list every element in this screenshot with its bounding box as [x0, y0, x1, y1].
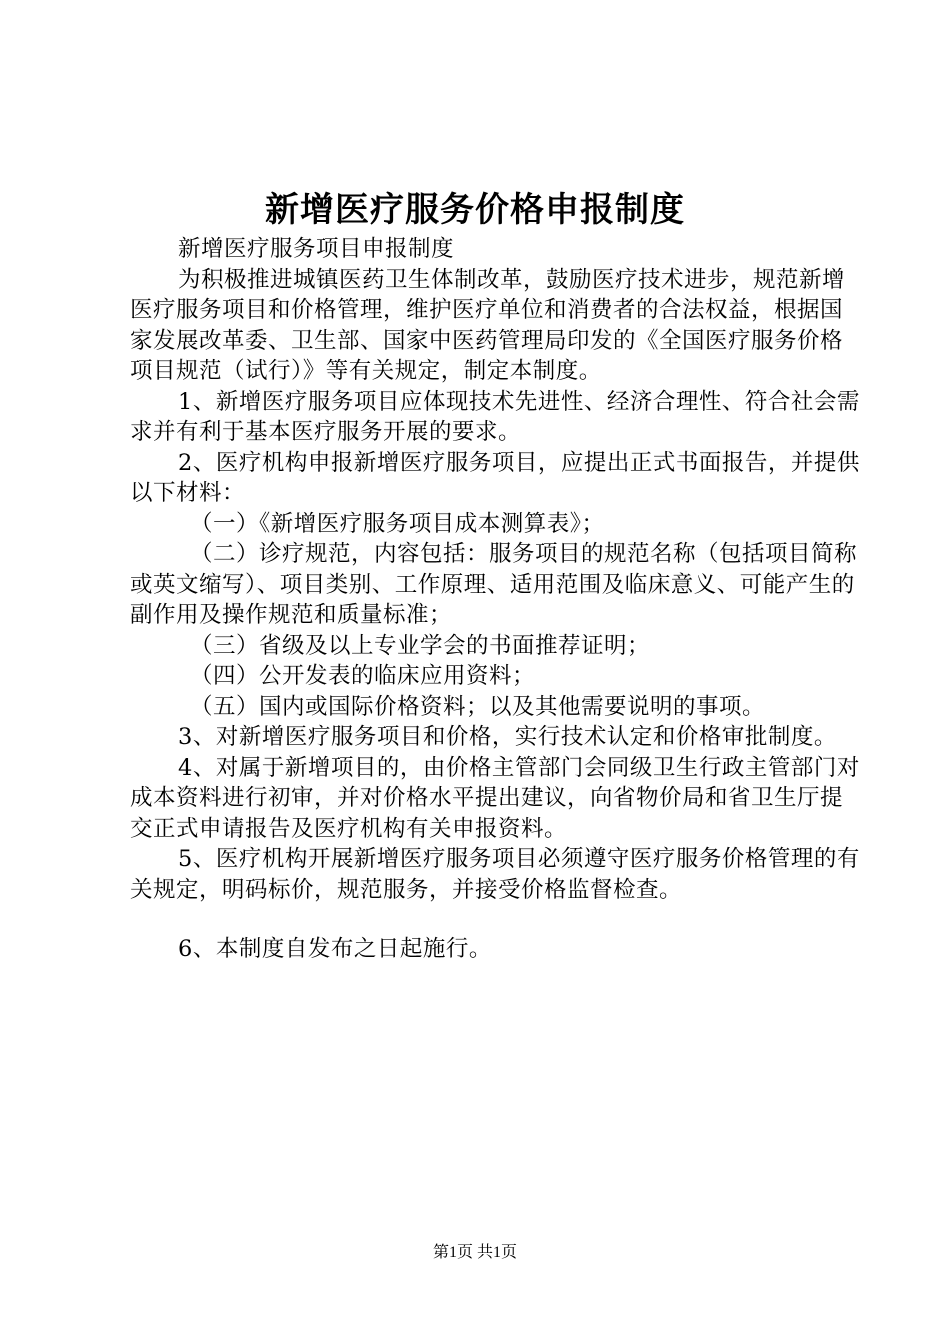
sub-item-4-paragraph: （四）公开发表的临床应用资料；: [190, 663, 536, 689]
page-title: 新增医疗服务价格申报制度: [265, 190, 685, 230]
sub-item-1-paragraph: （一）《新增医疗服务项目成本测算表》；: [190, 510, 605, 537]
page-number-footer: 第1页 共1页: [432, 1244, 517, 1261]
clause-2-paragraph: 2、医疗机构申报新增医疗服务项目，应提出正式书面报告，并提供以下材料：: [130, 449, 860, 506]
clause-6-paragraph: 6、本制度自发布之日起施行。: [178, 936, 492, 962]
document-body: [130, 234, 860, 965]
sub-item-5-paragraph: （五）国内或国际价格资料；以及其他需要说明的事项。: [190, 693, 766, 720]
paragraph-spacer: [130, 905, 860, 934]
clause-4-paragraph: 4、对属于新增项目的，由价格主管部门会同级卫生行政主管部门对成本资料进行初审，并对价格水平提出建议，向省物价局和省卫生厅提交正式申请报告及医疗机构有关申报资料。: [130, 754, 860, 842]
clause-5-paragraph: 5、医疗机构开展新增医疗服务项目必须遵守医疗服务价格管理的有关规定，明码标价，规范服务，并接受价格监督检查。: [130, 846, 860, 903]
sub-item-3-paragraph: （三）省级及以上专业学会的书面推荐证明；: [190, 632, 651, 659]
intro-paragraph: 为积极推进城镇医药卫生体制改革，鼓励医疗技术进步，规范新增医疗服务项目和价格管理，维护医疗单位和消费者的合法权益，根据国家发展改革委、卫生部、国家中医药管理局印发的《全国医疗服务价格项目规范（试行）》等有关规定，制定本制度。: [130, 266, 846, 384]
clause-3-paragraph: 3、对新增医疗服务项目和价格，实行技术认定和价格审批制度。: [178, 724, 837, 750]
subtitle-paragraph: 新增医疗服务项目申报制度: [178, 236, 455, 262]
clause-1-paragraph: 1、新增医疗服务项目应体现技术先进性、经济合理性、符合社会需求并有利于基本医疗服务开展的要求。: [130, 388, 860, 445]
sub-item-2-paragraph: （二）诊疗规范，内容包括：服务项目的规范名称（包括项目简称或英文缩写）、项目类别、工作原理、适用范围及临床意义、可能产生的副作用及操作规范和质量标准；: [130, 541, 858, 628]
